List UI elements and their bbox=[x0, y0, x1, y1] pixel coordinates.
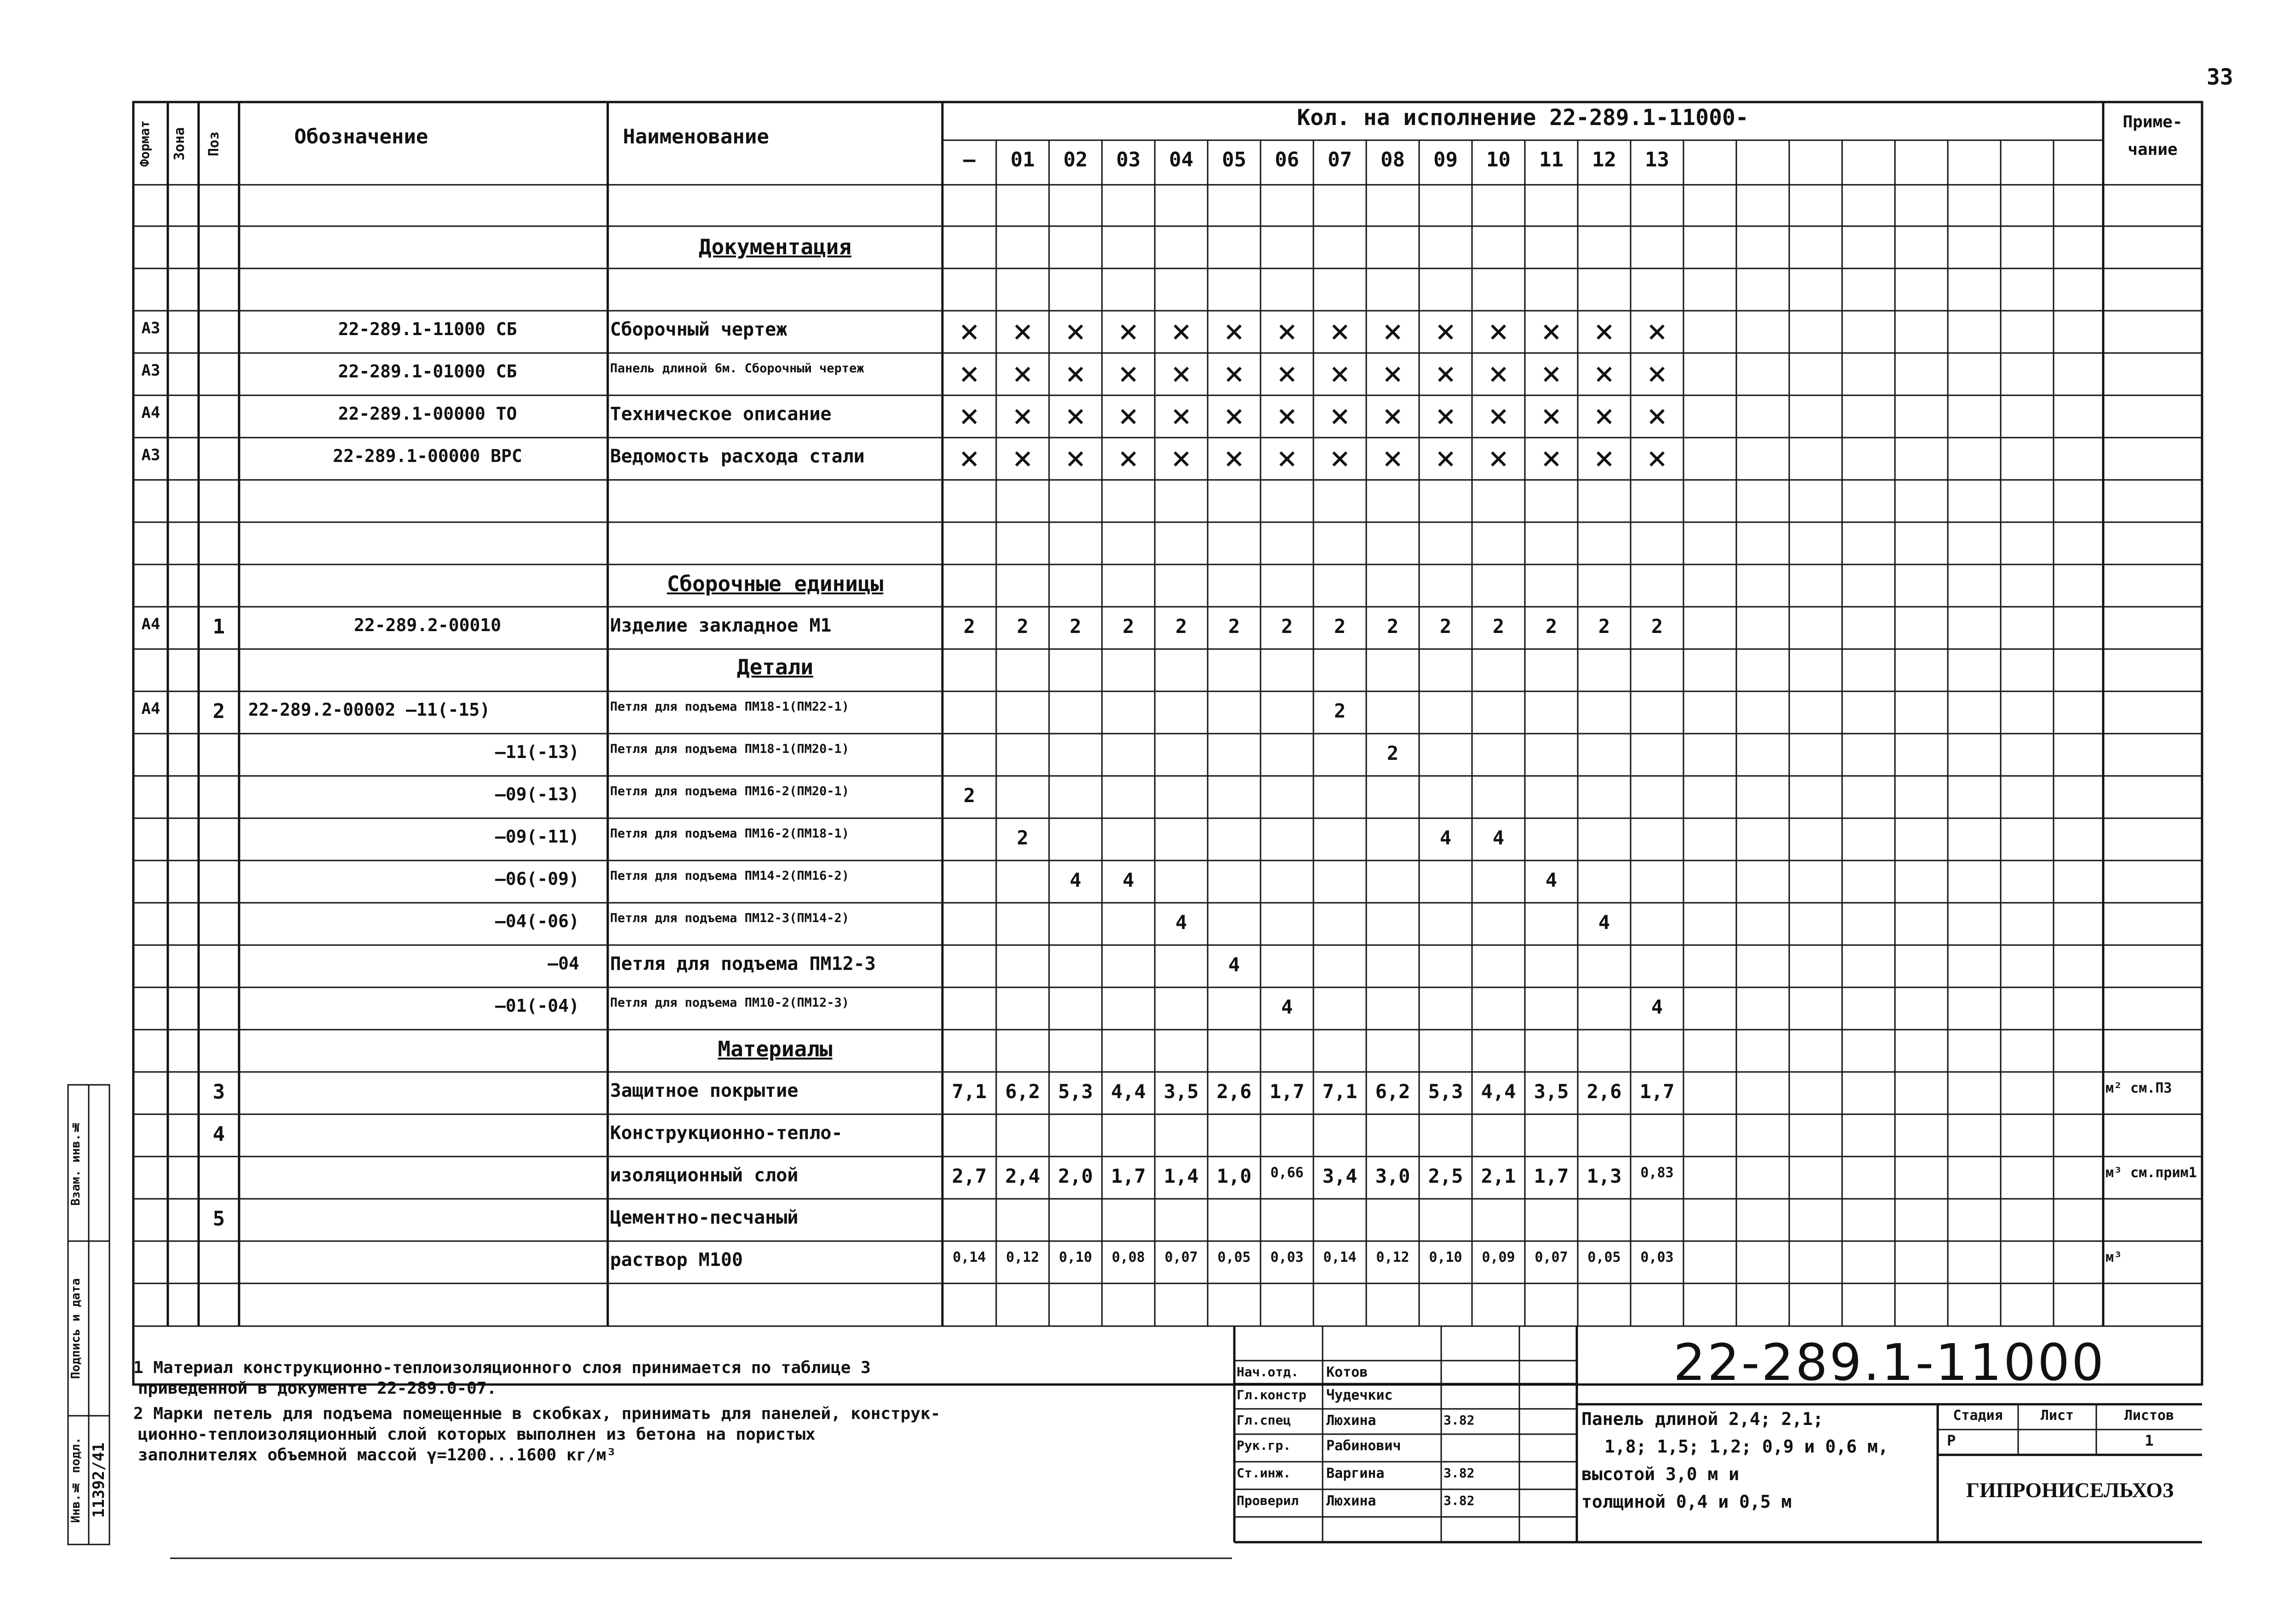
header-pos: Поз bbox=[206, 131, 222, 156]
row-value: × bbox=[1065, 354, 1086, 393]
variant-header-11: 11 bbox=[1539, 148, 1563, 171]
header-name: Наименование bbox=[623, 125, 769, 148]
row-designation: —09(-13) bbox=[495, 784, 579, 804]
row-designation: —04 bbox=[548, 953, 579, 974]
row-name: Петля для подъема ПМ12-3 bbox=[610, 953, 876, 974]
row-designation: —06(-09) bbox=[495, 869, 579, 889]
row-note: м² см.П3 bbox=[2105, 1080, 2172, 1096]
row-format: А4 bbox=[141, 615, 160, 633]
row-value: 1,7 bbox=[1639, 1080, 1675, 1103]
sheet-label: Лист bbox=[2040, 1407, 2074, 1424]
row-value: 0,07 bbox=[1164, 1249, 1198, 1265]
row-value: 2 bbox=[1016, 615, 1029, 638]
row-note: м³ bbox=[2105, 1249, 2123, 1265]
header-zone: Зона bbox=[171, 127, 188, 160]
row-value: × bbox=[1435, 396, 1456, 435]
row-value: 4 bbox=[1069, 869, 1082, 891]
row-value: 0,07 bbox=[1535, 1249, 1568, 1265]
header-designation: Обозначение bbox=[294, 125, 428, 148]
row-value: × bbox=[1065, 312, 1086, 350]
role-person: Люхина bbox=[1326, 1493, 1376, 1509]
row-value: 0,10 bbox=[1429, 1249, 1462, 1265]
row-name: Техническое описание bbox=[610, 404, 832, 425]
role-title: Рук.гр. bbox=[1237, 1438, 1291, 1453]
row-value: 1,4 bbox=[1164, 1165, 1199, 1187]
stage-label: Стадия bbox=[1953, 1407, 2003, 1424]
row-value: 1,3 bbox=[1586, 1165, 1622, 1187]
row-value: 4 bbox=[1281, 996, 1293, 1018]
variant-header-10: 10 bbox=[1486, 148, 1511, 171]
note-line-5: заполнителях объемной массой γ=1200...1600 кг/м³ bbox=[138, 1446, 616, 1464]
header-note-1: Приме- bbox=[2123, 113, 2183, 131]
row-value: 2 bbox=[1122, 615, 1135, 638]
row-value: 2 bbox=[1492, 615, 1505, 638]
row-name: Цементно-песчаный bbox=[610, 1207, 799, 1228]
role-title: Гл.спец bbox=[1237, 1413, 1291, 1428]
section-materials: Материалы bbox=[718, 1037, 833, 1061]
row-name: Петля для подъема ПМ18-1(ПМ22-1) bbox=[610, 700, 850, 714]
row-value: × bbox=[1277, 439, 1297, 477]
doc-number: 22-289.1-11000 bbox=[1673, 1333, 2106, 1392]
row-value: 0,03 bbox=[1640, 1249, 1674, 1265]
row-value: × bbox=[1012, 312, 1033, 350]
row-value: × bbox=[959, 354, 980, 393]
row-value: × bbox=[1594, 312, 1615, 350]
role-title: Гл.констр bbox=[1237, 1387, 1307, 1402]
row-value: 2 bbox=[1334, 700, 1346, 722]
row-value: 4 bbox=[1228, 953, 1240, 976]
row-value: 3,5 bbox=[1534, 1080, 1569, 1103]
row-value: × bbox=[1488, 312, 1509, 350]
row-value: × bbox=[1382, 354, 1403, 393]
row-value: 2,6 bbox=[1216, 1080, 1252, 1103]
row-value: × bbox=[1541, 354, 1562, 393]
note-line-4: ционно-теплоизоляционный слой которых выполнен из бетона на пористых bbox=[138, 1425, 816, 1444]
role-date: 3.82 bbox=[1444, 1413, 1475, 1428]
row-name: Панель длиной 6м. Сборочный чертеж bbox=[610, 361, 864, 376]
variant-header-13: 13 bbox=[1645, 148, 1669, 171]
row-value: × bbox=[1171, 439, 1192, 477]
row-format: А3 bbox=[141, 361, 160, 380]
row-value: 2 bbox=[1651, 615, 1663, 638]
note-line-3: 2 Марки петель для подъема помещенные в скобках, принимать для панелей, конструк- bbox=[133, 1404, 941, 1423]
row-value: 2,0 bbox=[1058, 1165, 1093, 1187]
row-value: × bbox=[1382, 439, 1403, 477]
row-value: 2 bbox=[1016, 826, 1029, 849]
row-value: × bbox=[1382, 396, 1403, 435]
row-name: Петля для подъема ПМ16-2(ПМ18-1) bbox=[610, 826, 850, 841]
row-value: 2 bbox=[963, 784, 976, 807]
row-value: × bbox=[1594, 396, 1615, 435]
row-name: Петля для подъема ПМ14-2(ПМ16-2) bbox=[610, 869, 850, 883]
row-value: 2 bbox=[1386, 615, 1399, 638]
row-name: Изделие закладное М1 bbox=[610, 615, 832, 636]
row-value: 1,0 bbox=[1216, 1165, 1252, 1187]
organization: ГИПРОНИСЕЛЬХОЗ bbox=[1966, 1478, 2174, 1502]
row-value: × bbox=[1012, 439, 1033, 477]
row-value: × bbox=[1277, 312, 1297, 350]
row-value: × bbox=[1435, 312, 1456, 350]
row-value: 0,12 bbox=[1376, 1249, 1409, 1265]
row-value: 2 bbox=[1598, 615, 1610, 638]
row-value: 2 bbox=[1386, 742, 1399, 764]
row-value: × bbox=[1118, 312, 1139, 350]
row-name: Петля для подъема ПМ18-1(ПМ20-1) bbox=[610, 742, 850, 756]
row-designation: —09(-11) bbox=[495, 826, 579, 847]
row-value: × bbox=[1594, 439, 1615, 477]
variant-header-0: — bbox=[963, 148, 976, 171]
row-value: × bbox=[1647, 312, 1667, 350]
variant-header-2: 02 bbox=[1063, 148, 1088, 171]
row-value: × bbox=[1224, 312, 1244, 350]
row-value: × bbox=[1118, 354, 1139, 393]
row-value: 2 bbox=[1545, 615, 1558, 638]
row-value: × bbox=[1329, 396, 1350, 435]
row-value: 7,1 bbox=[1322, 1080, 1358, 1103]
row-value: × bbox=[1118, 439, 1139, 477]
row-value: × bbox=[1541, 312, 1562, 350]
row-value: 0,05 bbox=[1587, 1249, 1621, 1265]
row-value: × bbox=[1541, 439, 1562, 477]
role-person: Рабинович bbox=[1326, 1438, 1401, 1454]
row-value: × bbox=[1647, 439, 1667, 477]
sheets-value: 1 bbox=[2145, 1432, 2154, 1449]
role-title: Проверил bbox=[1237, 1493, 1299, 1508]
section-documentation: Документация bbox=[698, 234, 852, 259]
row-designation: —01(-04) bbox=[495, 996, 579, 1016]
row-value: 2 bbox=[1439, 615, 1452, 638]
row-value: × bbox=[1171, 312, 1192, 350]
row-value: 2 bbox=[1228, 615, 1240, 638]
row-value: × bbox=[1382, 312, 1403, 350]
row-value: 1,7 bbox=[1269, 1080, 1305, 1103]
row-value: × bbox=[1329, 354, 1350, 393]
row-value: × bbox=[1488, 354, 1509, 393]
header-note-2: чание bbox=[2128, 140, 2178, 159]
role-date: 3.82 bbox=[1444, 1465, 1475, 1481]
row-value: × bbox=[1118, 396, 1139, 435]
row-designation: 22-289.1-11000 СБ bbox=[338, 319, 517, 339]
row-value: × bbox=[1065, 396, 1086, 435]
row-value: × bbox=[1435, 354, 1456, 393]
row-value: 0,14 bbox=[953, 1249, 986, 1265]
variant-header-8: 08 bbox=[1381, 148, 1405, 171]
role-person: Котов bbox=[1326, 1364, 1368, 1380]
row-value: 3,5 bbox=[1164, 1080, 1199, 1103]
section-details: Детали bbox=[736, 655, 814, 679]
row-pos: 4 bbox=[212, 1123, 225, 1146]
row-format: А4 bbox=[141, 700, 160, 718]
replace-label: Взам. инв.№ bbox=[69, 1120, 83, 1206]
row-value: 2 bbox=[963, 615, 976, 638]
row-value: × bbox=[959, 439, 980, 477]
role-title: Нач.отд. bbox=[1237, 1364, 1299, 1379]
row-value: 2,1 bbox=[1481, 1165, 1516, 1187]
row-value: 0,66 bbox=[1270, 1165, 1304, 1181]
row-name: изоляционный слой bbox=[610, 1165, 799, 1186]
row-value: × bbox=[1065, 439, 1086, 477]
section-assembly: Сборочные единицы bbox=[667, 571, 884, 596]
header-qty-title: Кол. на исполнение 22-289.1-11000- bbox=[1297, 105, 1749, 131]
row-value: 0,83 bbox=[1640, 1165, 1674, 1181]
row-value: 0,10 bbox=[1059, 1249, 1092, 1265]
row-value: 4 bbox=[1545, 869, 1558, 891]
row-value: 0,08 bbox=[1112, 1249, 1145, 1265]
row-designation: 22-289.2-00010 bbox=[354, 615, 502, 635]
role-date: 3.82 bbox=[1444, 1493, 1475, 1508]
row-value: × bbox=[1488, 439, 1509, 477]
row-name: Петля для подъема ПМ16-2(ПМ20-1) bbox=[610, 784, 850, 798]
note-line-1: 1 Материал конструкционно-теплоизоляционного слоя принимается по таблице 3 bbox=[133, 1358, 871, 1377]
row-value: × bbox=[1647, 396, 1667, 435]
row-value: 2,4 bbox=[1005, 1165, 1040, 1187]
row-value: 2,7 bbox=[952, 1165, 987, 1187]
row-value: × bbox=[1488, 396, 1509, 435]
row-value: 4 bbox=[1439, 826, 1452, 849]
row-value: × bbox=[1171, 354, 1192, 393]
row-value: × bbox=[959, 312, 980, 350]
row-value: 1,7 bbox=[1111, 1165, 1146, 1187]
row-value: × bbox=[959, 396, 980, 435]
row-value: 0,05 bbox=[1217, 1249, 1251, 1265]
row-designation: 22-289.1-00000 ВРС bbox=[333, 446, 522, 466]
row-value: × bbox=[1594, 354, 1615, 393]
row-value: × bbox=[1277, 396, 1297, 435]
row-name: Сборочный чертеж bbox=[610, 319, 787, 340]
variant-header-1: 01 bbox=[1010, 148, 1035, 171]
role-person: Чудечкис bbox=[1326, 1387, 1393, 1403]
row-value: × bbox=[1171, 396, 1192, 435]
role-title: Ст.инж. bbox=[1237, 1465, 1291, 1481]
row-name: Петля для подъема ПМ10-2(ПМ12-3) bbox=[610, 996, 850, 1010]
row-value: 2 bbox=[1281, 615, 1293, 638]
row-value: 4 bbox=[1122, 869, 1135, 891]
row-name: Петля для подъема ПМ12-3(ПМ14-2) bbox=[610, 911, 850, 925]
row-value: 4 bbox=[1492, 826, 1505, 849]
row-value: 2 bbox=[1175, 615, 1187, 638]
row-value: 2 bbox=[1334, 615, 1346, 638]
row-pos: 3 bbox=[212, 1080, 225, 1104]
header-format: Формат bbox=[137, 120, 152, 167]
note-line-2: приведенной в документе 22-289.0-07. bbox=[138, 1379, 497, 1398]
role-person: Люхина bbox=[1326, 1413, 1376, 1429]
row-value: × bbox=[1012, 396, 1033, 435]
title-line-3: высотой 3,0 м и bbox=[1581, 1464, 1740, 1484]
row-value: 2,5 bbox=[1428, 1165, 1463, 1187]
variant-header-3: 03 bbox=[1116, 148, 1141, 171]
title-line-4: толщиной 0,4 и 0,5 м bbox=[1581, 1492, 1792, 1512]
sign-date-label: Подпись и дата bbox=[69, 1278, 83, 1379]
row-value: × bbox=[1647, 354, 1667, 393]
row-value: × bbox=[1224, 439, 1244, 477]
stage-value: Р bbox=[1947, 1432, 1956, 1449]
inv-no-label: Инв.№ подл. bbox=[69, 1437, 83, 1523]
row-value: 0,14 bbox=[1323, 1249, 1357, 1265]
row-value: 2,6 bbox=[1586, 1080, 1622, 1103]
row-value: × bbox=[1329, 312, 1350, 350]
row-value: 0,09 bbox=[1482, 1249, 1515, 1265]
row-value: 4,4 bbox=[1111, 1080, 1146, 1103]
variant-header-4: 04 bbox=[1169, 148, 1193, 171]
title-line-2: 1,8; 1,5; 1,2; 0,9 и 0,6 м, bbox=[1604, 1436, 1889, 1457]
row-name: Защитное покрытие bbox=[610, 1080, 799, 1101]
row-name: Конструкционно-тепло- bbox=[610, 1123, 843, 1144]
row-designation: —04(-06) bbox=[495, 911, 579, 931]
row-note: м³ см.прим1 bbox=[2105, 1165, 2197, 1181]
row-format: А4 bbox=[141, 404, 160, 422]
row-value: 4 bbox=[1175, 911, 1187, 934]
row-value: × bbox=[1012, 354, 1033, 393]
row-value: 6,2 bbox=[1375, 1080, 1410, 1103]
row-value: 3,0 bbox=[1375, 1165, 1410, 1187]
row-value: 6,2 bbox=[1005, 1080, 1040, 1103]
row-value: 4,4 bbox=[1481, 1080, 1516, 1103]
row-pos: 2 bbox=[212, 700, 225, 723]
variant-header-9: 09 bbox=[1433, 148, 1458, 171]
row-format: А3 bbox=[141, 446, 160, 464]
variant-header-7: 07 bbox=[1328, 148, 1352, 171]
row-value: 0,03 bbox=[1270, 1249, 1304, 1265]
row-value: 4 bbox=[1598, 911, 1610, 934]
row-value: 5,3 bbox=[1428, 1080, 1463, 1103]
row-value: 0,12 bbox=[1006, 1249, 1039, 1265]
variant-header-12: 12 bbox=[1592, 148, 1616, 171]
variant-header-5: 05 bbox=[1222, 148, 1246, 171]
row-value: 7,1 bbox=[952, 1080, 987, 1103]
row-designation: 22-289.1-01000 СБ bbox=[338, 361, 517, 382]
row-value: 3,4 bbox=[1322, 1165, 1358, 1187]
row-value: × bbox=[1277, 354, 1297, 393]
row-value: 4 bbox=[1651, 996, 1663, 1018]
inv-no-value: 11392/41 bbox=[90, 1442, 108, 1518]
row-format: А3 bbox=[141, 319, 160, 337]
row-designation: 22-289.1-00000 ТО bbox=[338, 404, 517, 424]
title-line-1: Панель длиной 2,4; 2,1; bbox=[1581, 1409, 1824, 1429]
row-value: × bbox=[1435, 439, 1456, 477]
row-value: 2 bbox=[1069, 615, 1082, 638]
row-designation: 22-289.2-00002 —11(-15) bbox=[248, 700, 491, 720]
row-designation: —11(-13) bbox=[495, 742, 579, 762]
sheets-label: Листов bbox=[2124, 1407, 2174, 1424]
row-pos: 1 bbox=[212, 615, 225, 638]
row-value: 1,7 bbox=[1534, 1165, 1569, 1187]
row-value: × bbox=[1329, 439, 1350, 477]
row-name: раствор М100 bbox=[610, 1249, 743, 1271]
row-value: × bbox=[1224, 396, 1244, 435]
page-number: 33 bbox=[2207, 64, 2233, 90]
row-value: × bbox=[1224, 354, 1244, 393]
variant-header-6: 06 bbox=[1275, 148, 1299, 171]
row-name: Ведомость расхода стали bbox=[610, 446, 865, 467]
row-pos: 5 bbox=[212, 1207, 225, 1231]
role-person: Варгина bbox=[1326, 1465, 1385, 1482]
row-value: × bbox=[1541, 396, 1562, 435]
row-value: 5,3 bbox=[1058, 1080, 1093, 1103]
